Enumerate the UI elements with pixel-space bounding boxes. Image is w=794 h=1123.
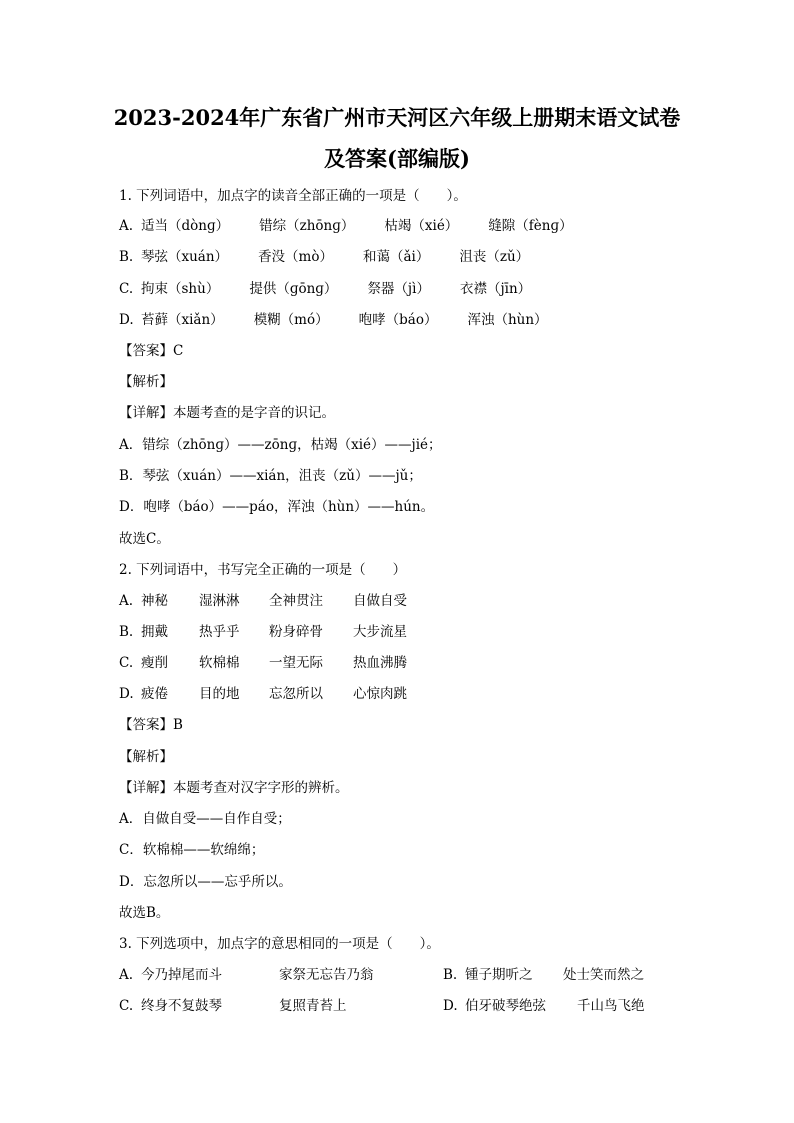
option-word: 瘦削 — [141, 655, 168, 671]
q1-option-d — [119, 310, 578, 330]
q1-point-d: D．咆哮（báo）——páo，浑浊（hùn）——hún。 — [119, 499, 435, 515]
q2-answer: 【答案】B — [119, 717, 183, 733]
q2-option-b — [119, 622, 437, 642]
option-word: 错综（zhōnɡ） — [259, 218, 355, 234]
option-word: 处士笑而然之 — [563, 967, 644, 983]
option-word: 拥戴 — [141, 624, 168, 640]
option-word: 软棉棉 — [199, 655, 240, 671]
option-label: C. — [119, 281, 134, 297]
option-label: B. — [119, 624, 134, 640]
option-word: 心惊肉跳 — [353, 686, 407, 702]
q3-option-c — [119, 996, 347, 1016]
option-word: 目的地 — [199, 686, 240, 702]
option-word: 浑浊（hùn） — [467, 312, 548, 328]
q2-option-a — [119, 591, 437, 611]
q3-option-a — [119, 965, 374, 985]
option-label: A. — [119, 967, 134, 983]
q1-conclusion: 故选C。 — [119, 531, 170, 547]
q3-option-d — [443, 996, 645, 1016]
q1-detail: 【详解】本题考查的是字音的识记。 — [119, 405, 335, 421]
q2-conclusion: 故选B。 — [119, 905, 170, 921]
option-word: 粉身碎骨 — [269, 624, 323, 640]
q1-analysis-heading: 【解析】 — [119, 374, 173, 390]
q1-option-a — [119, 216, 603, 236]
q2-point-a: A．自做自受——自作自受； — [119, 811, 291, 827]
option-word: 香没（mò） — [258, 249, 333, 265]
option-word: 提供（ɡōnɡ） — [249, 281, 338, 297]
option-label: B. — [119, 249, 134, 265]
option-word: 祭器（jì） — [367, 281, 430, 297]
option-label: C. — [119, 655, 134, 671]
q1-point-b: B．琴弦（xuán）——xián，沮丧（zǔ）——jǔ； — [119, 468, 422, 484]
option-word: 苔藓（xiǎn） — [141, 312, 224, 328]
option-word: 忘忽所以 — [269, 686, 323, 702]
option-word: 缝隙（fènɡ） — [488, 218, 573, 234]
q3-stem: 3. 下列选项中，加点字的意思相同的一项是（ ）。 — [119, 936, 440, 952]
option-label: A. — [119, 593, 134, 609]
option-word: 和蔼（ǎi） — [363, 249, 430, 265]
option-word: 大步流星 — [353, 624, 407, 640]
option-label: D. — [443, 998, 458, 1014]
option-label: A. — [119, 218, 134, 234]
q1-answer: 【答案】C — [119, 343, 184, 359]
option-word: 琴弦（xuán） — [141, 249, 229, 265]
option-label: D. — [119, 312, 134, 328]
q1-option-c — [119, 279, 561, 299]
option-word: 模糊（mó） — [253, 312, 329, 328]
option-word: 自做自受 — [353, 593, 407, 609]
option-word: 拘束（shù） — [141, 281, 220, 297]
doc-title-line1: 2023-2024年广东省广州市天河区六年级上册期末语文试卷 — [113, 105, 681, 130]
option-word: 热血沸腾 — [353, 655, 407, 671]
q2-point-c: C．软棉棉——软绵绵； — [119, 842, 265, 858]
doc-title-line2: 及答案(部编版) — [324, 146, 470, 171]
option-word: 沮丧（zǔ） — [459, 249, 530, 265]
q1-point-a: A．错综（zhōnɡ）——zōnɡ，枯竭（xié）——jié； — [119, 437, 442, 453]
q2-option-d — [119, 684, 437, 704]
option-word: 今乃掉尾而斗 — [141, 967, 222, 983]
q1-option-b — [119, 247, 559, 267]
q1-stem: 1. 下列词语中，加点字的读音全部正确的一项是（ ）。 — [119, 188, 467, 204]
option-word: 一望无际 — [269, 655, 323, 671]
option-word: 家祭无忘告乃翁 — [279, 967, 374, 983]
option-word: 神秘 — [141, 593, 168, 609]
q2-analysis-heading: 【解析】 — [119, 749, 173, 765]
option-word: 咆哮（báo） — [358, 312, 438, 328]
option-word: 全神贯注 — [269, 593, 323, 609]
option-word: 湿淋淋 — [199, 593, 240, 609]
option-word: 衣襟（jīn） — [459, 281, 532, 297]
option-label: C. — [119, 998, 134, 1014]
option-word: 伯牙破琴绝弦 — [465, 998, 546, 1014]
q2-stem: 2. 下列词语中，书写完全正确的一项是（ ） — [119, 562, 407, 578]
option-word: 千山鸟飞绝 — [577, 998, 645, 1014]
option-word: 枯竭（xié） — [384, 218, 459, 234]
option-word: 热乎乎 — [199, 624, 240, 640]
option-word: 疲倦 — [141, 686, 168, 702]
q2-detail: 【详解】本题考查对汉字字形的辨析。 — [119, 780, 349, 796]
option-word: 适当（dònɡ） — [141, 218, 230, 234]
q2-point-d: D．忘忽所以——忘乎所以。 — [119, 874, 292, 890]
option-word: 终身不复鼓琴 — [141, 998, 222, 1014]
option-label: B. — [443, 967, 458, 983]
option-label: D. — [119, 686, 134, 702]
option-word: 锺子期听之 — [465, 967, 533, 983]
q2-option-c — [119, 653, 437, 673]
q3-option-b — [443, 965, 644, 985]
option-word: 复照青苔上 — [279, 998, 347, 1014]
